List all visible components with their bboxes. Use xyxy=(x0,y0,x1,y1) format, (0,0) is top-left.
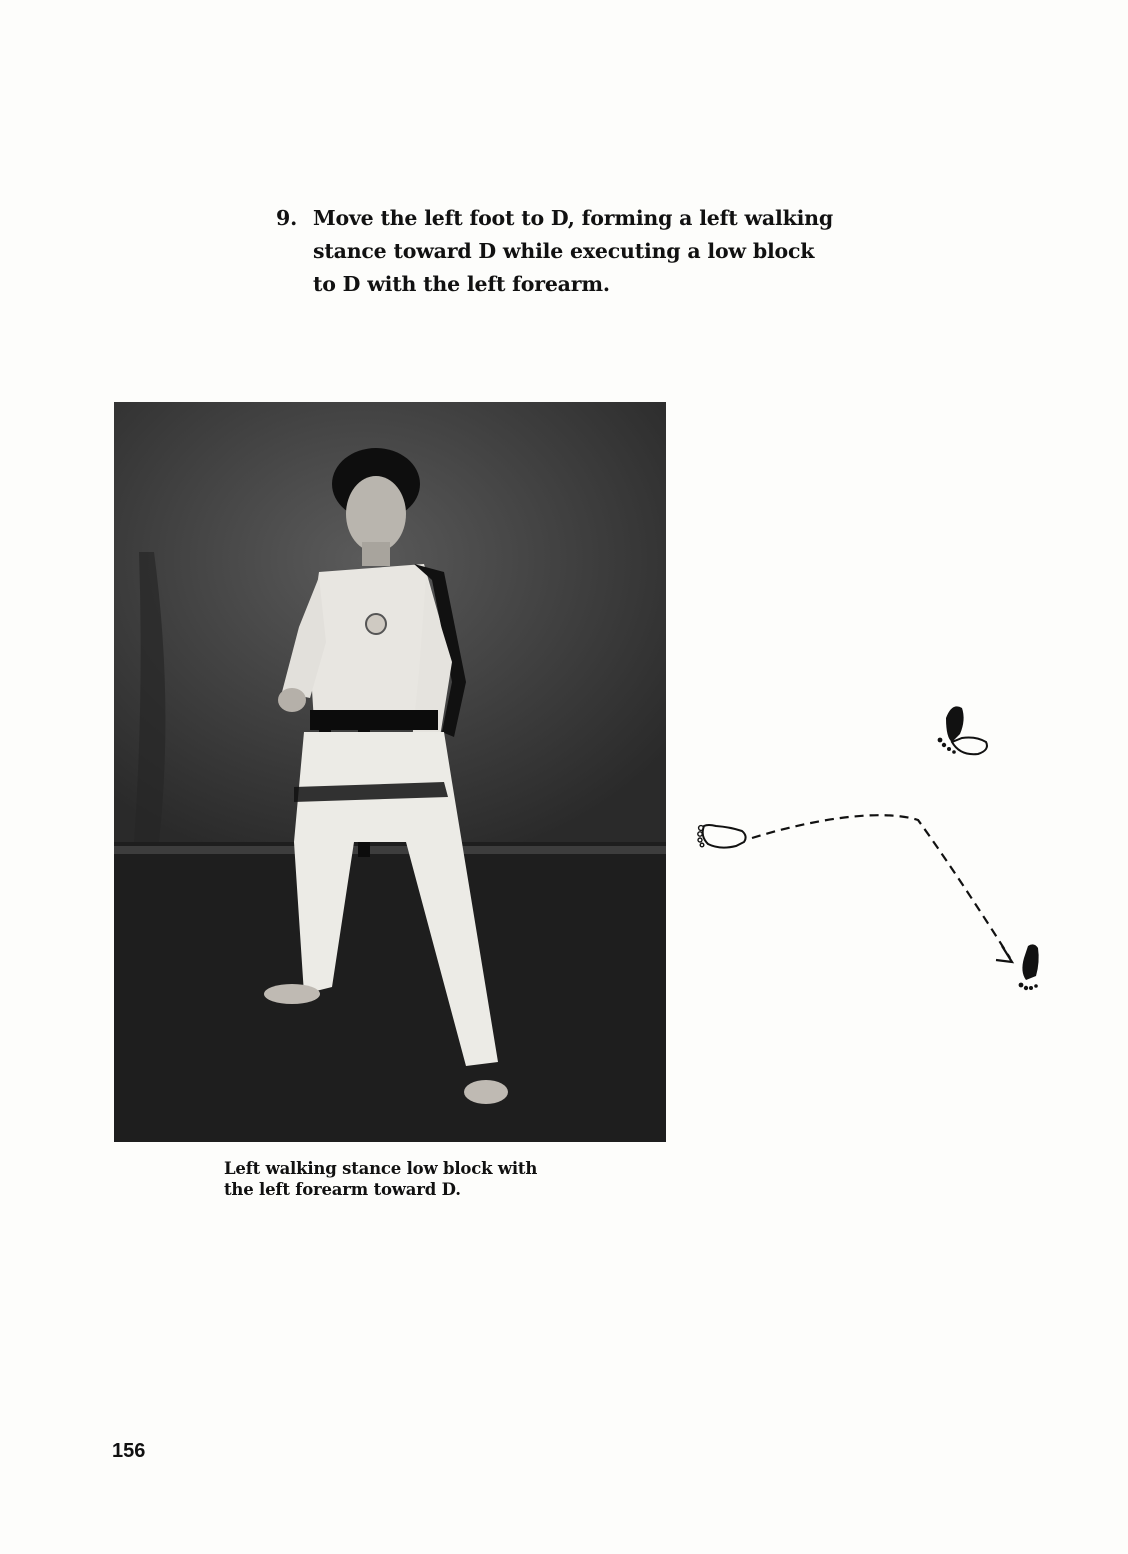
upper-footprint-icon xyxy=(938,706,987,754)
caption-line: Left walking stance low block with xyxy=(224,1159,538,1178)
step-number: 9. xyxy=(276,206,298,230)
instruction-line: Move the left foot to D, forming a left walking xyxy=(313,206,834,230)
page-number: 156 xyxy=(112,1440,146,1462)
arrow-head-icon xyxy=(996,946,1012,962)
target-footprint-icon xyxy=(1019,944,1039,990)
footwork-diagram xyxy=(690,690,1070,1010)
instruction-line: to D with the left forearm. xyxy=(313,272,610,296)
step-instruction xyxy=(276,202,856,301)
movement-path xyxy=(752,815,1010,958)
photo-caption xyxy=(224,1158,604,1200)
martial-arts-photo xyxy=(114,402,666,1142)
instruction-line: stance toward D while executing a low block xyxy=(313,239,815,263)
start-footprint-icon xyxy=(698,825,746,848)
caption-line: the left forearm toward D. xyxy=(224,1180,461,1199)
